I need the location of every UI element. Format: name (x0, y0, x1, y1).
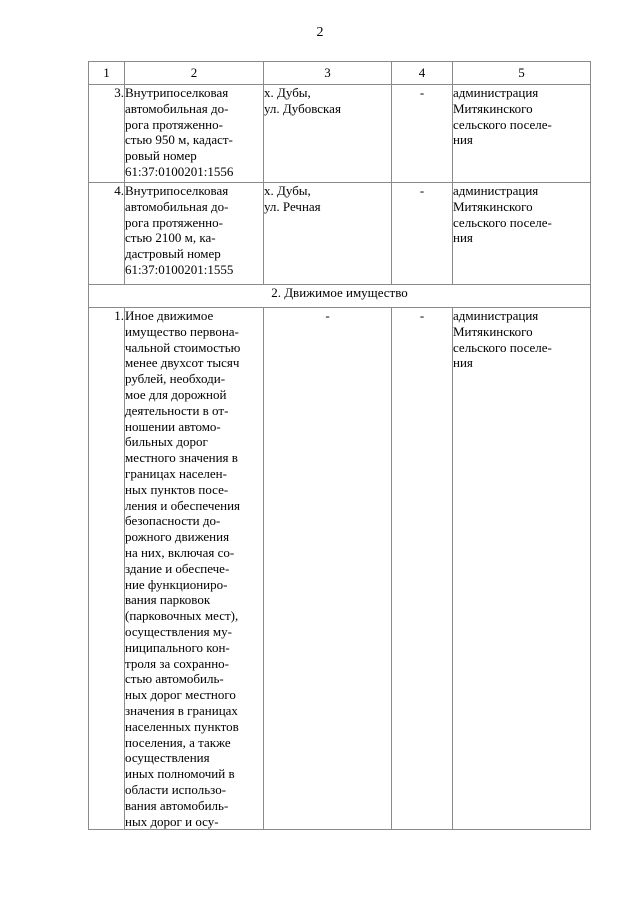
text-line: сельского поселе- (453, 116, 552, 132)
text-line: Митякинского (453, 100, 533, 116)
text-line: стью автомобиль- (125, 671, 224, 687)
text-line: мое для дорожной (125, 386, 227, 402)
text-line: поселения, а также (125, 734, 231, 750)
text-line: ния (453, 230, 473, 246)
table-row (89, 183, 591, 285)
header-cell: 5 (453, 62, 591, 85)
text-line: сельского поселе- (453, 214, 552, 230)
text-line: автомобильная до- (125, 198, 229, 214)
property-owner (453, 85, 591, 183)
text-line: осуществления му- (125, 623, 232, 639)
text-line: ных пунктов посе- (125, 481, 229, 497)
property-owner (453, 183, 591, 285)
property-address (264, 183, 392, 285)
text-line: администрация (453, 85, 539, 100)
text-line: ул. Дубовская (264, 100, 341, 116)
column-4-value: - (392, 308, 453, 830)
header-cell: 1 (89, 62, 125, 85)
text-line: местного значения в (125, 450, 238, 466)
section-row (89, 285, 591, 308)
text-line: здание и обеспече- (125, 560, 230, 576)
text-line: населенных пунктов (125, 718, 239, 734)
text-line: Внутрипоселковая (125, 85, 229, 100)
text-line: ления и обеспечения (125, 497, 241, 513)
property-name (125, 183, 264, 285)
text-line: х. Дубы, (264, 183, 311, 198)
property-owner (453, 308, 591, 830)
text-line: стью 950 м, кадаст- (125, 132, 233, 148)
text-line: сельского поселе- (453, 339, 552, 355)
text-line: имущество первона- (125, 323, 239, 339)
header-cell: 3 (264, 62, 392, 85)
text-line: значения в границах (125, 702, 238, 718)
text-line: ния (453, 132, 473, 148)
text-line: вания парковок (125, 592, 211, 608)
text-line: администрация (453, 308, 539, 323)
text-line: ния (453, 355, 473, 371)
text-line: области использо- (125, 781, 227, 797)
property-table (88, 61, 591, 830)
text-line: ние функционирo- (125, 576, 228, 592)
text-line: дастровый номер (125, 246, 221, 262)
text-line: рожного движения (125, 529, 230, 545)
text-line: х. Дубы, (264, 85, 311, 100)
text-line: бильных дорог (125, 434, 208, 450)
table-row (89, 85, 591, 183)
text-line: 61:37:0100201:1555 (125, 261, 234, 277)
text-line: ных дорог и осу- (125, 813, 219, 829)
text-line: иных полномочий в (125, 766, 235, 782)
property-name (125, 308, 264, 830)
text-line: вания автомобиль- (125, 797, 229, 813)
property-name (125, 85, 264, 183)
text-line: Митякинского (453, 198, 533, 214)
header-cell: 2 (125, 62, 264, 85)
text-line: ул. Речная (264, 198, 321, 214)
text-line: администрация (453, 183, 539, 198)
row-number: 4. (89, 183, 125, 285)
text-line: на них, включая со- (125, 544, 235, 560)
text-line: ных дорог местного (125, 687, 236, 703)
text-line: рога протяженно- (125, 214, 223, 230)
text-line: деятельности в от- (125, 402, 229, 418)
text-line: безопасности до- (125, 513, 221, 529)
text-line: Иное движимое (125, 308, 214, 323)
text-line: стью 2100 м, ка- (125, 230, 216, 246)
text-line: осуществления (125, 750, 210, 766)
column-4-value: - (392, 85, 453, 183)
text-line: Внутрипоселковая (125, 183, 229, 198)
text-line: Митякинского (453, 323, 533, 339)
text-line: менее двухсот тысяч (125, 355, 240, 371)
table-row (89, 308, 591, 830)
text-line: троля за сохранно- (125, 655, 229, 671)
text-line: автомобильная до- (125, 100, 229, 116)
text-line: границах населен- (125, 465, 227, 481)
text-line: ношении автомо- (125, 418, 221, 434)
row-number: 3. (89, 85, 125, 183)
header-cell: 4 (392, 62, 453, 85)
column-4-value: - (392, 183, 453, 285)
text-line: рублей, необходи- (125, 371, 226, 387)
section-title: 2. Движимое имущество (89, 285, 591, 308)
text-line: ниципального кон- (125, 639, 230, 655)
table-header-row (89, 62, 591, 85)
page-number: 2 (316, 25, 324, 40)
text-line: ровый номер (125, 148, 197, 164)
text-line: 61:37:0100201:1556 (125, 163, 234, 179)
text-line: рога протяженно- (125, 116, 223, 132)
text-line: (парковочных мест), (125, 608, 239, 624)
row-number: 1. (89, 308, 125, 830)
column-3-value: - (264, 308, 392, 830)
property-address (264, 85, 392, 183)
text-line: чальной стоимостью (125, 339, 241, 355)
